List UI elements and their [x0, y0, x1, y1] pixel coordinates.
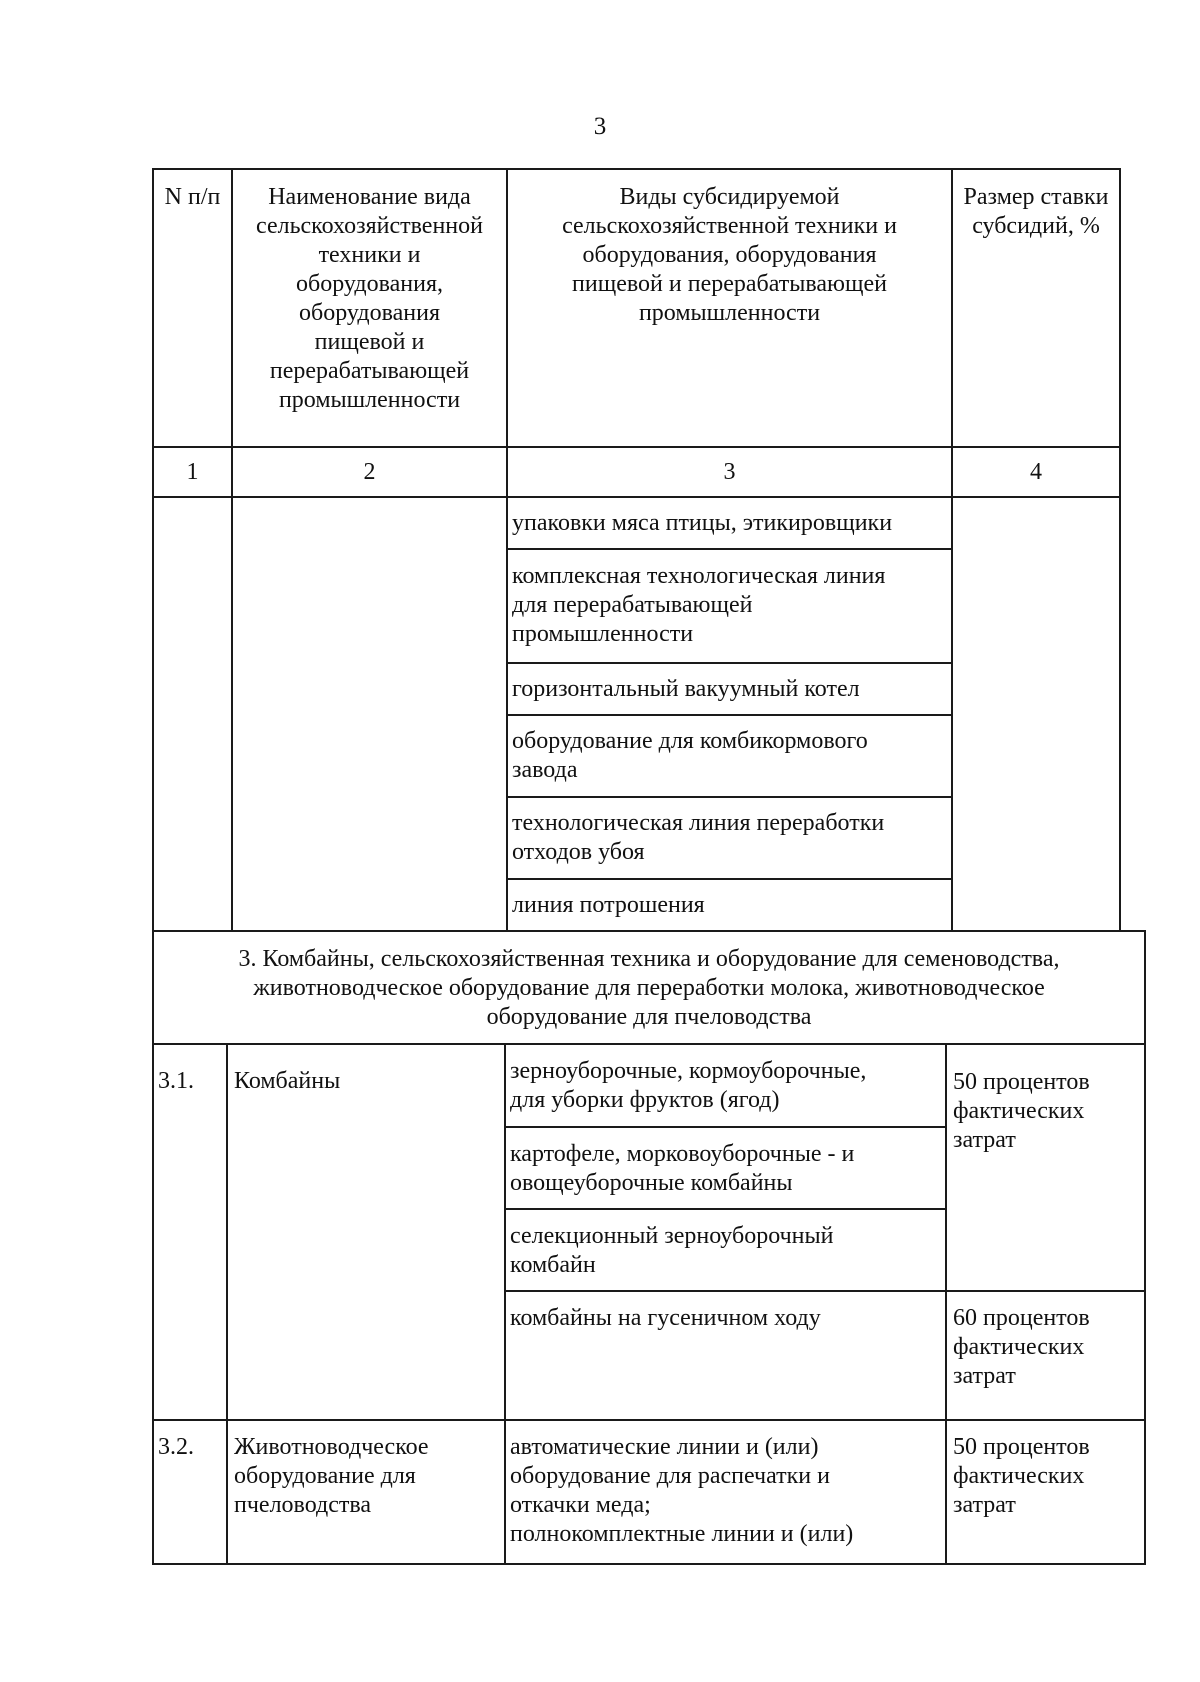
column-number: 4: [1030, 459, 1042, 485]
column-number: 2: [363, 459, 376, 485]
equipment-item: оборудование для комбикормового завода: [512, 728, 868, 783]
header-bottom-border: [152, 446, 1121, 448]
equipment-item: технологическая линия переработки отходов убоя: [512, 810, 885, 865]
header-rate-column: Размер ставки субсидий, %: [963, 184, 1109, 239]
equipment-item: комбайны на гусеничном ходу: [510, 1305, 821, 1331]
section-bottom-border: [152, 1043, 1146, 1045]
item-divider: [506, 714, 953, 716]
item-divider: [506, 548, 953, 550]
row-category-name: Животноводческое оборудование для пчеловодства: [234, 1434, 429, 1518]
column-divider: [226, 1043, 228, 1565]
header-number-column: N п/п: [164, 184, 221, 210]
row-divider: [504, 1290, 1146, 1292]
table-right-border: [1144, 930, 1146, 1565]
column-divider: [945, 1043, 947, 1565]
equipment-item: зерноуборочные, кормоуборочные, для уборки фруктов (ягод): [510, 1058, 867, 1113]
table-top-border: [152, 168, 1121, 170]
column-divider: [504, 1043, 506, 1565]
header-equipment-column: Виды субсидируемой сельскохозяйственной техники и оборудования, оборудования пищевой и перерабатывающей промышленности: [562, 184, 897, 326]
table-right-border: [1119, 168, 1121, 932]
equipment-item: упаковки мяса птицы, этикировщики: [512, 510, 893, 536]
row-number: 3.1.: [158, 1068, 194, 1094]
equipment-item: горизонтальный вакуумный котел: [512, 676, 860, 702]
subsidy-rate: 50 процентов фактических затрат: [953, 1434, 1090, 1518]
section-title: 3. Комбайны, сельскохозяйственная техника и оборудование для семеноводства, животноводческое оборудование для переработки молока, животноводческое оборудование для пчеловодства: [238, 946, 1060, 1030]
table-bottom-border: [152, 1563, 1146, 1565]
page-number: 3: [593, 113, 607, 140]
item-divider: [504, 1126, 947, 1128]
header-category-column: Наименование вида сельскохозяйственной техники и оборудования, оборудования пищевой и перерабатывающей промышленности: [256, 184, 483, 413]
item-divider: [506, 662, 953, 664]
equipment-item: линия потрошения: [512, 892, 705, 918]
item-divider: [504, 1208, 947, 1210]
subsidy-rate: 60 процентов фактических затрат: [953, 1305, 1090, 1389]
equipment-item: селекционный зерноуборочный комбайн: [510, 1223, 834, 1278]
section-top-border: [152, 930, 1146, 932]
equipment-item: комплексная технологическая линия для перерабатывающей промышленности: [512, 563, 886, 647]
subsidy-rate: 50 процентов фактических затрат: [953, 1069, 1090, 1153]
column-number: 1: [186, 459, 199, 485]
column-numbers-bottom-border: [152, 496, 1121, 498]
column-divider: [951, 496, 953, 932]
equipment-item: автоматические линии и (или) оборудование для распечатки и откачки меда; полнокомплектные линии и (или): [510, 1434, 854, 1547]
table-left-border: [152, 168, 154, 1565]
item-divider: [506, 796, 953, 798]
row-category-name: Комбайны: [234, 1068, 341, 1094]
column-number: 3: [723, 459, 736, 485]
row-divider: [152, 1419, 1146, 1421]
item-divider: [506, 878, 953, 880]
row-number: 3.2.: [158, 1434, 194, 1460]
equipment-item: картофеле, морковоуборочные - и овощеуборочные комбайны: [510, 1141, 855, 1196]
